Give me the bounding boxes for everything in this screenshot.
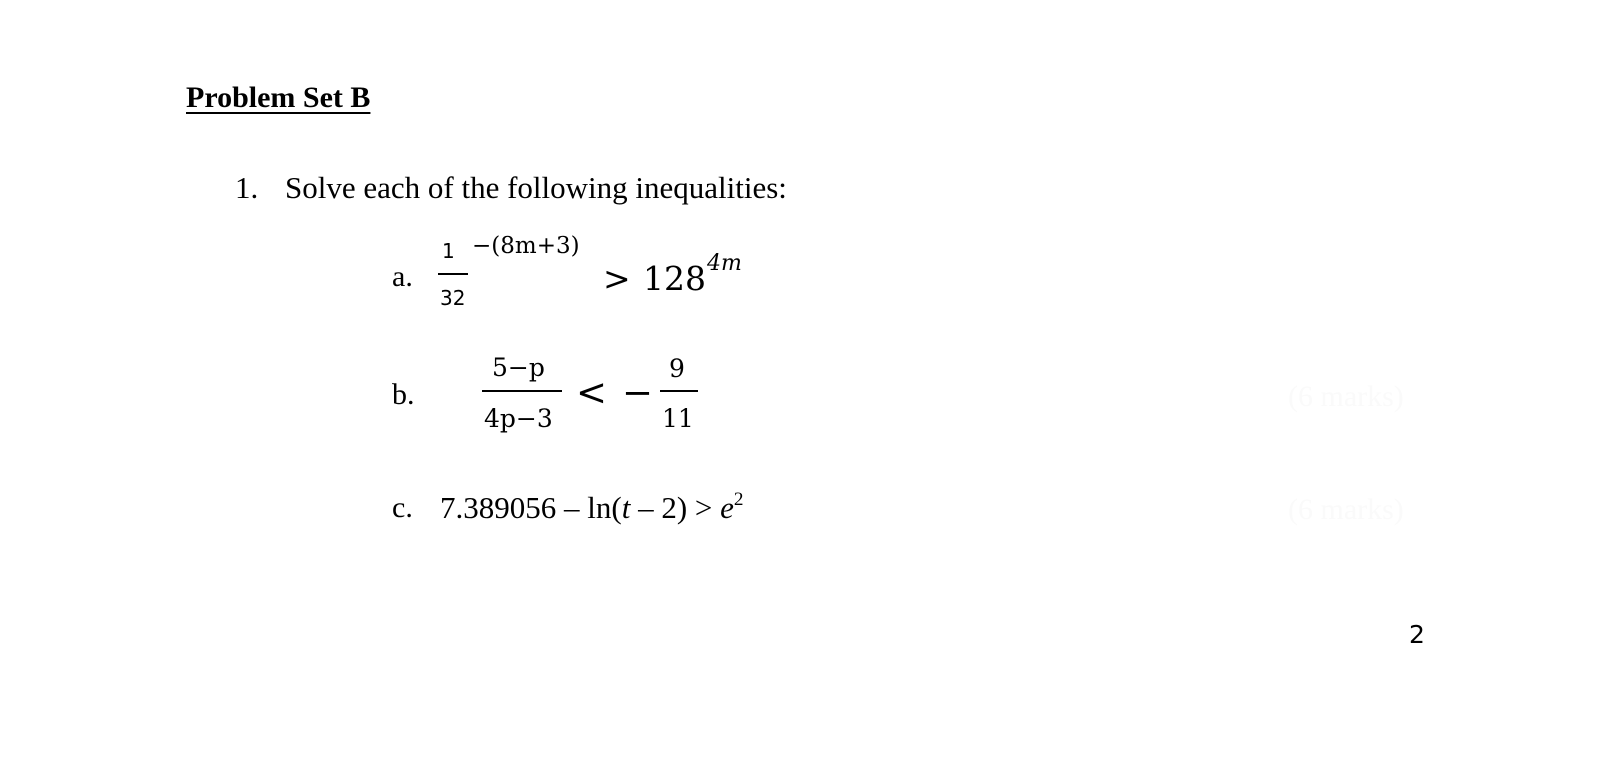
item-a-rhs-base: 128	[643, 259, 706, 298]
item-b-rhs-denominator: 11	[662, 404, 694, 433]
item-a-exponent: −(8m+3)	[472, 233, 580, 259]
item-c-expr-mid: – 2) >	[630, 490, 721, 525]
item-b-label: b.	[392, 378, 415, 411]
item-a-relation: >	[603, 259, 631, 298]
faint-marks-b: (6 marks)	[1288, 380, 1404, 413]
item-b-rhs-numerator: 9	[669, 354, 685, 383]
item-a-label: a.	[392, 260, 413, 293]
item-c-var: t	[621, 490, 631, 525]
item-c-expr-left: 7.389056 – ln(	[440, 490, 622, 525]
item-a-fraction-denominator: 32	[440, 286, 466, 310]
item-a-fraction-numerator: 1	[442, 239, 455, 263]
item-b-lhs-fraction-bar	[482, 390, 562, 392]
item-b-lhs-denominator: 4p−3	[484, 404, 553, 433]
item-c-label: c.	[392, 491, 413, 524]
question-number: 1.	[235, 170, 259, 205]
item-b-lhs-numerator: 5−p	[492, 353, 545, 382]
question-instruction: Solve each of the following inequalities:	[285, 170, 787, 205]
item-a-rhs-exponent: 4m	[707, 251, 742, 276]
item-b-sign: −	[622, 371, 654, 414]
item-c-expression	[440, 488, 744, 525]
faint-marks-c: (6 marks)	[1288, 493, 1404, 526]
page-title: Problem Set B	[186, 81, 371, 114]
item-b-relation: <	[576, 371, 608, 414]
item-c-rhs-base: e	[720, 490, 734, 525]
item-b-rhs-fraction-bar	[660, 390, 698, 392]
page-number: 2	[1409, 620, 1425, 649]
item-a-fraction-bar	[438, 273, 468, 275]
item-c-rhs-exponent: 2	[733, 488, 744, 510]
